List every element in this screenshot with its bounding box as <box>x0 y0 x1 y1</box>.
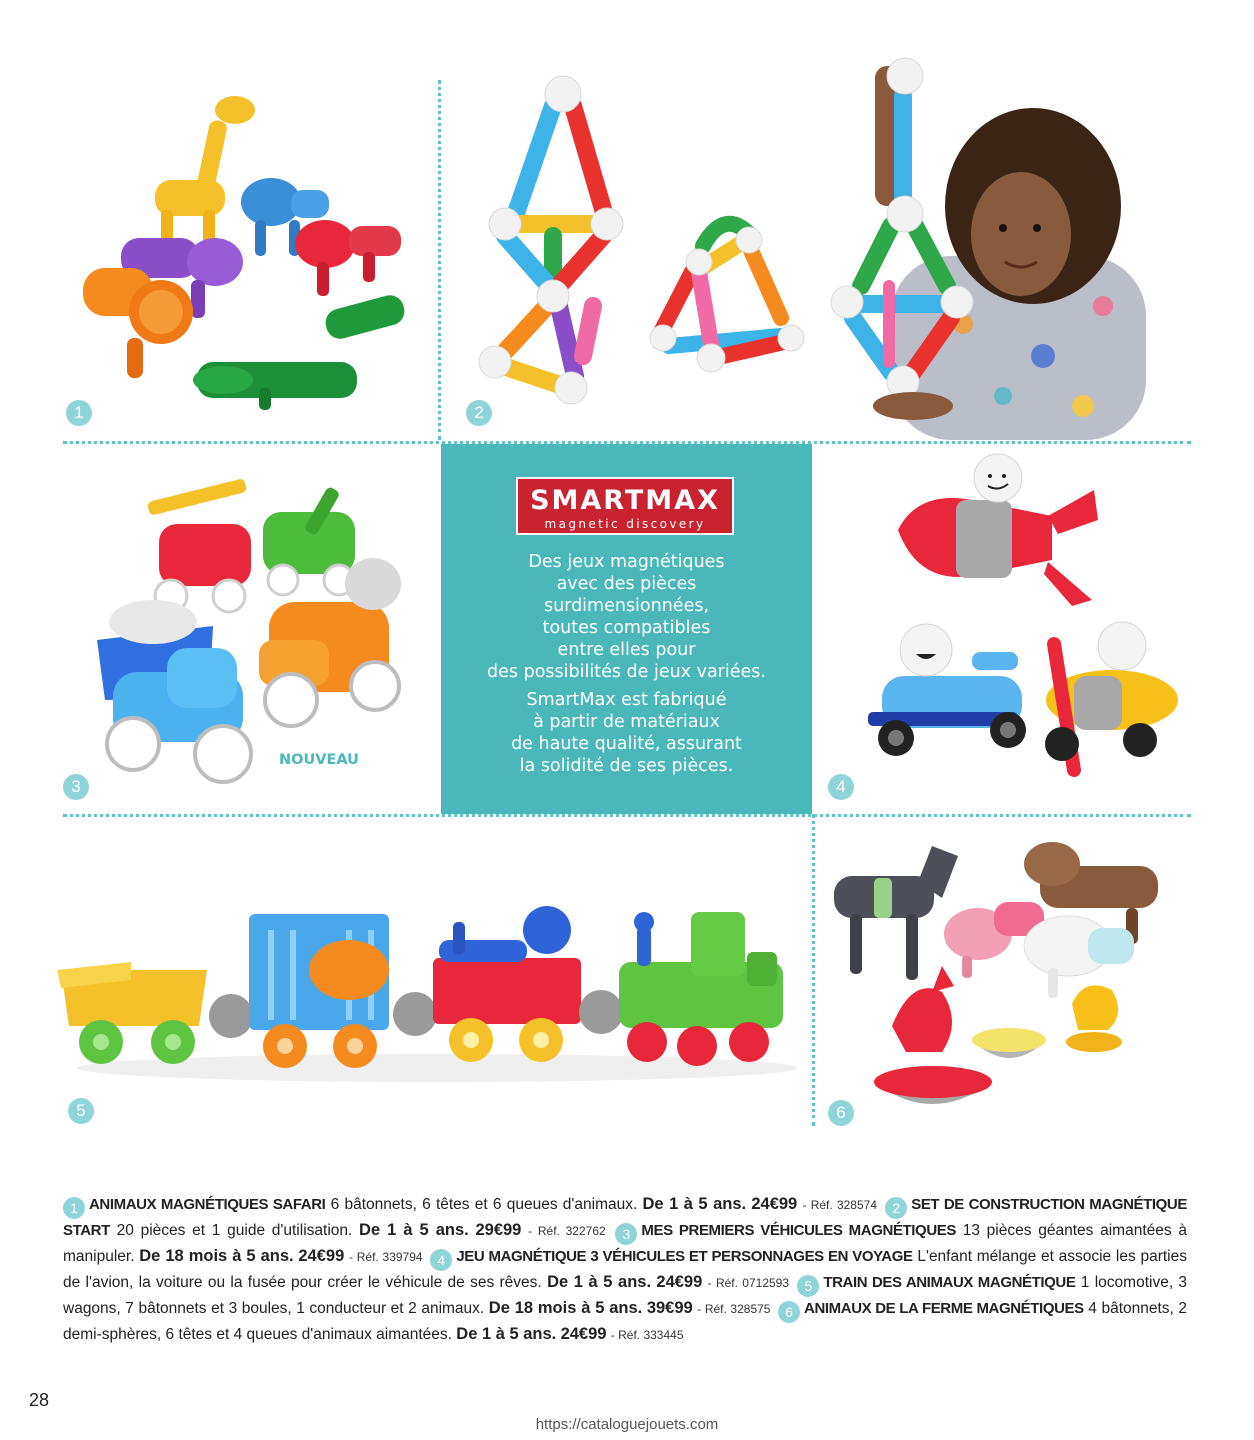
product-price: 24€99 <box>751 1195 798 1213</box>
product-price: 24€99 <box>560 1325 607 1343</box>
product-ref: - Réf. 328575 <box>697 1302 771 1316</box>
product-image-travel-vehicles <box>822 450 1194 808</box>
product-price: 29€99 <box>475 1221 522 1239</box>
product-image-construction-start <box>443 56 1195 440</box>
product-title: MES PREMIERS VÉHICULES MAGNÉTIQUES <box>641 1222 956 1239</box>
brand-line: de haute qualité, assurant <box>511 734 742 754</box>
product-age: De 1 à 5 ans. <box>642 1195 747 1213</box>
badge-6: 6 <box>828 1100 854 1126</box>
brand-line: surdimensionnées, <box>543 596 710 616</box>
product-age: De 18 mois à 5 ans. <box>139 1247 294 1265</box>
desc-number-badge: 3 <box>615 1223 637 1245</box>
brand-line: SmartMax est fabriqué <box>526 690 727 710</box>
product-details: 6 bâtonnets, 6 têtes et 6 queues d'animaux. <box>330 1196 638 1213</box>
product-age: De 1 à 5 ans. <box>456 1325 557 1343</box>
smartmax-brand-panel <box>441 444 812 814</box>
product-title: TRAIN DES ANIMAUX MAGNÉTIQUE <box>823 1274 1076 1291</box>
product-image-first-vehicles <box>63 450 435 810</box>
brand-paragraph-1 <box>451 551 802 683</box>
product-age: De 1 à 5 ans. <box>547 1273 652 1291</box>
product-price: 24€99 <box>656 1273 703 1291</box>
divider-vertical-top <box>438 80 441 440</box>
product-details: 4 bâtonnets, 2 demi-sphères, 6 têtes et 4 queues d'animaux aimantées. <box>63 1300 1188 1343</box>
badge-1: 1 <box>66 400 92 426</box>
product-title: ANIMAUX MAGNÉTIQUES SAFARI <box>89 1196 326 1213</box>
product-title: SET DE CONSTRUCTION MAGNÉTIQUE START <box>63 1196 1187 1239</box>
brand-paragraph-2 <box>451 689 802 777</box>
product-details: 1 locomotive, 3 wagons, 7 bâtonnets et 3 boules, 1 conducteur et 2 animaux. <box>63 1274 1188 1317</box>
desc-number-badge: 1 <box>63 1197 85 1219</box>
product-details: L'enfant mélange et associe les parties de l'avion, la voiture ou la fusée pour créer le véhicule de ses rêves. <box>63 1248 1187 1291</box>
brand-line: des possibilités de jeux variées. <box>487 662 766 682</box>
product-descriptions <box>63 1193 1187 1346</box>
footer-url-link[interactable]: https://cataloguejouets.com <box>535 1416 719 1433</box>
desc-number-badge: 6 <box>778 1301 800 1323</box>
brand-line: avec des pièces <box>556 574 697 594</box>
product-ref: - Réf. 328574 <box>802 1198 877 1212</box>
brand-line: à partir de matériaux <box>533 712 720 732</box>
brand-line: toutes compatibles <box>542 618 711 638</box>
product-age: De 18 mois à 5 ans. <box>488 1299 643 1317</box>
badge-2: 2 <box>466 400 492 426</box>
nouveau-label: NOUVEAU <box>279 752 359 768</box>
product-image-safari-animals <box>63 80 435 438</box>
page-number: 28 <box>29 1390 50 1410</box>
divider-vertical-bottom <box>812 814 815 1126</box>
product-details: 20 pièces et 1 guide d'utilisation. <box>116 1222 353 1239</box>
product-image-animal-train <box>57 820 809 1130</box>
product-title: ANIMAUX DE LA FERME MAGNÉTIQUES <box>804 1300 1084 1317</box>
product-price: 24€99 <box>298 1247 345 1265</box>
product-title: JEU MAGNÉTIQUE 3 VÉHICULES ET PERSONNAGES EN VOYAGE <box>456 1248 913 1265</box>
badge-4: 4 <box>828 774 854 800</box>
product-ref: - Réf. 322762 <box>528 1224 606 1238</box>
brand-line: entre elles pour <box>557 640 696 660</box>
product-price: 39€99 <box>646 1299 693 1317</box>
product-image-farm-animals <box>822 826 1194 1132</box>
smartmax-logo <box>516 477 734 535</box>
brand-line: la solidité de ses pièces. <box>519 756 734 776</box>
badge-5: 5 <box>68 1098 94 1124</box>
product-details: 13 pièces géantes aimantées à manipuler. <box>63 1222 1187 1265</box>
divider-horizontal-middle <box>63 814 1191 817</box>
logo-main-text: SMARTMAX <box>530 485 720 516</box>
desc-number-badge: 5 <box>797 1275 819 1297</box>
product-ref: - Réf. 333445 <box>610 1328 684 1342</box>
desc-number-badge: 2 <box>885 1197 907 1219</box>
product-ref: - Réf. 0712593 <box>707 1276 790 1290</box>
product-age: De 1 à 5 ans. <box>359 1221 469 1239</box>
logo-sub-text: magnetic discovery <box>544 517 706 531</box>
badge-3: 3 <box>63 774 89 800</box>
product-ref: - Réf. 339794 <box>349 1250 423 1264</box>
brand-line: Des jeux magnétiques <box>528 552 725 572</box>
desc-number-badge: 4 <box>430 1249 452 1271</box>
